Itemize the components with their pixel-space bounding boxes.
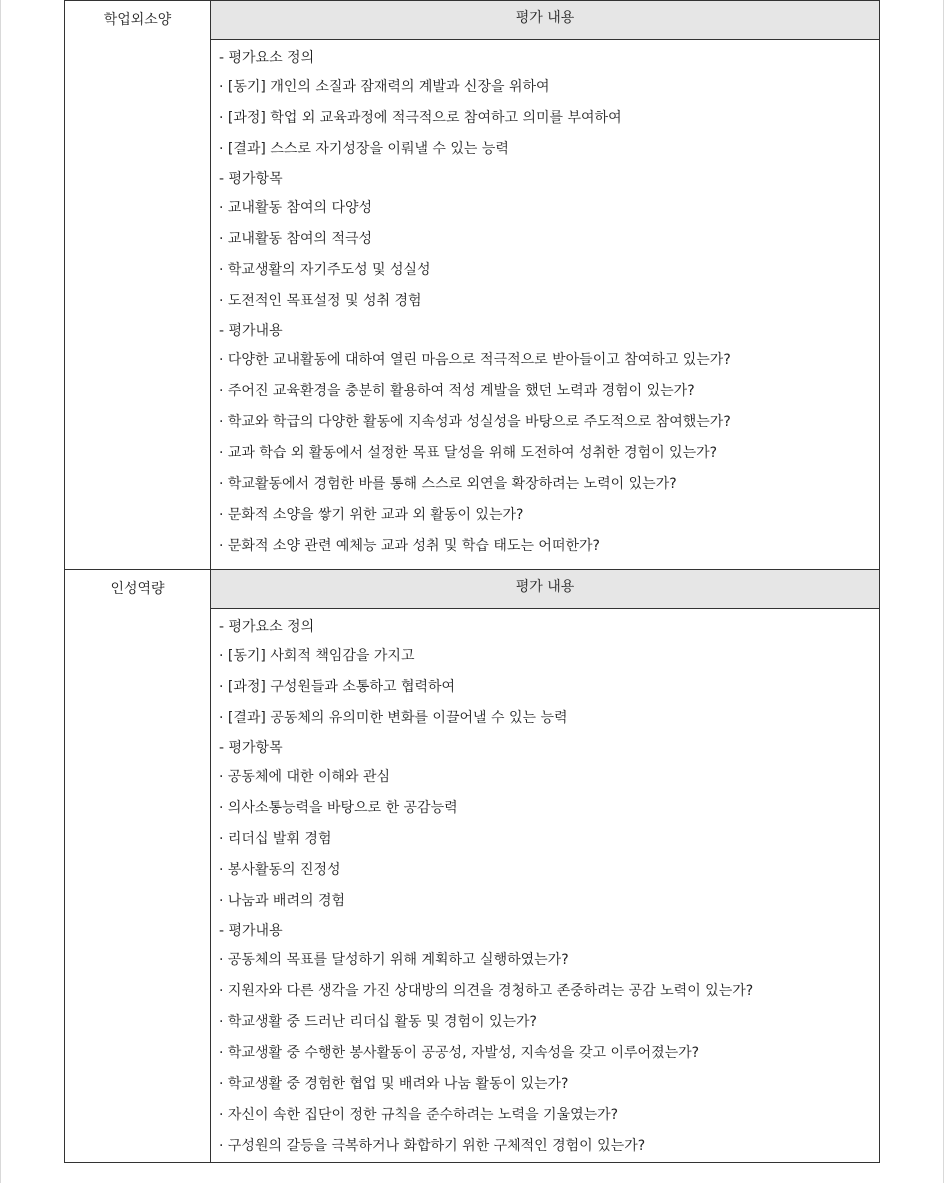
bullet-item-line: · 나눔과 배려의 경험 [219,893,345,909]
bullet-item-line: · 지원자와 다른 생각을 가진 상대방의 의견을 경청하고 존중하려는 공감 노력이 있는가? [219,983,754,999]
content-lines [211,40,879,562]
bullet-item-line: · [결과] 스스로 자기성장을 이뤄낼 수 있는 능력 [219,141,509,157]
section-heading-line: - 평가내용 [219,323,283,339]
bullet-item-line: · 다양한 교내활동에 대하여 열린 마음으로 적극적으로 받아들이고 참여하고 있는가? [219,352,731,368]
bullet-item-line: · 학교생활 중 드러난 리더십 활동 및 경험이 있는가? [219,1014,537,1030]
bullet-item-line: · 학교생활의 자기주도성 및 성실성 [219,262,431,278]
category-cell: 학업외소양 [65,1,211,570]
bullet-item-line: · 공동체의 목표를 달성하기 위해 계획하고 실행하였는가? [219,952,569,968]
bullet-item-line: · 교내활동 참여의 적극성 [219,231,373,247]
bullet-item-line: · 자신이 속한 집단이 정한 규칙을 준수하려는 노력을 기울였는가? [219,1107,619,1123]
section-row [65,570,880,1163]
content-cell [211,1,880,570]
page-edge-left [0,0,1,1183]
bullet-item-line: · 학교활동에서 경험한 바를 통해 스스로 외연을 확장하려는 노력이 있는가? [219,476,677,492]
content-lines [211,609,879,1162]
bullet-item-line: · 문화적 소양 관련 예체능 교과 성취 및 학습 태도는 어떠한가? [219,538,600,554]
section-heading-line: - 평가항목 [219,171,283,187]
bullet-item-line: · [동기] 개인의 소질과 잠재력의 계발과 신장을 위하여 [219,79,550,95]
bullet-item-line: · 구성원의 갈등을 극복하거나 화합하기 위한 구체적인 경험이 있는가? [219,1138,646,1154]
bullet-item-line: · 학교생활 중 수행한 봉사활동이 공공성, 자발성, 지속성을 갖고 이루어졌는가? [219,1045,700,1061]
bullet-item-line: · [과정] 학업 외 교육과정에 적극적으로 참여하고 의미를 부여하여 [219,110,622,126]
section-heading-line: - 평가요소 정의 [219,50,315,66]
bullet-item-line: · [과정] 구성원들과 소통하고 협력하여 [219,679,456,695]
section-heading-line: - 평가내용 [219,923,283,939]
bullet-item-line: · 교내활동 참여의 다양성 [219,200,373,216]
content-header: 평가 내용 [211,570,879,609]
section-row [65,1,880,570]
bullet-item-line: · 봉사활동의 진정성 [219,862,341,878]
content-header: 평가 내용 [211,1,879,40]
bullet-item-line: · [동기] 사회적 책임감을 가지고 [219,648,415,664]
bullet-item-line: · 문화적 소양을 쌓기 위한 교과 외 활동이 있는가? [219,507,524,523]
section-heading-line: - 평가항목 [219,740,283,756]
content-cell [211,570,880,1163]
bullet-item-line: · 학교와 학급의 다양한 활동에 지속성과 성실성을 바탕으로 주도적으로 참여했는가? [219,414,731,430]
category-cell: 인성역량 [65,570,211,1163]
bullet-item-line: · 학교생활 중 경험한 협업 및 배려와 나눔 활동이 있는가? [219,1076,569,1092]
evaluation-table [64,0,880,1163]
bullet-item-line: · 리더십 발휘 경험 [219,831,332,847]
section-heading-line: - 평가요소 정의 [219,619,315,635]
bullet-item-line: · 공동체에 대한 이해와 관심 [219,769,391,785]
bullet-item-line: · [결과] 공동체의 유의미한 변화를 이끌어낼 수 있는 능력 [219,710,568,726]
bullet-item-line: · 교과 학습 외 활동에서 설정한 목표 달성을 위해 도전하여 성취한 경험이 있는가? [219,445,718,461]
bullet-item-line: · 의사소통능력을 바탕으로 한 공감능력 [219,800,458,816]
bullet-item-line: · 주어진 교육환경을 충분히 활용하여 적성 계발을 했던 노력과 경험이 있는가? [219,383,695,399]
bullet-item-line: · 도전적인 목표설정 및 성취 경험 [219,293,422,309]
